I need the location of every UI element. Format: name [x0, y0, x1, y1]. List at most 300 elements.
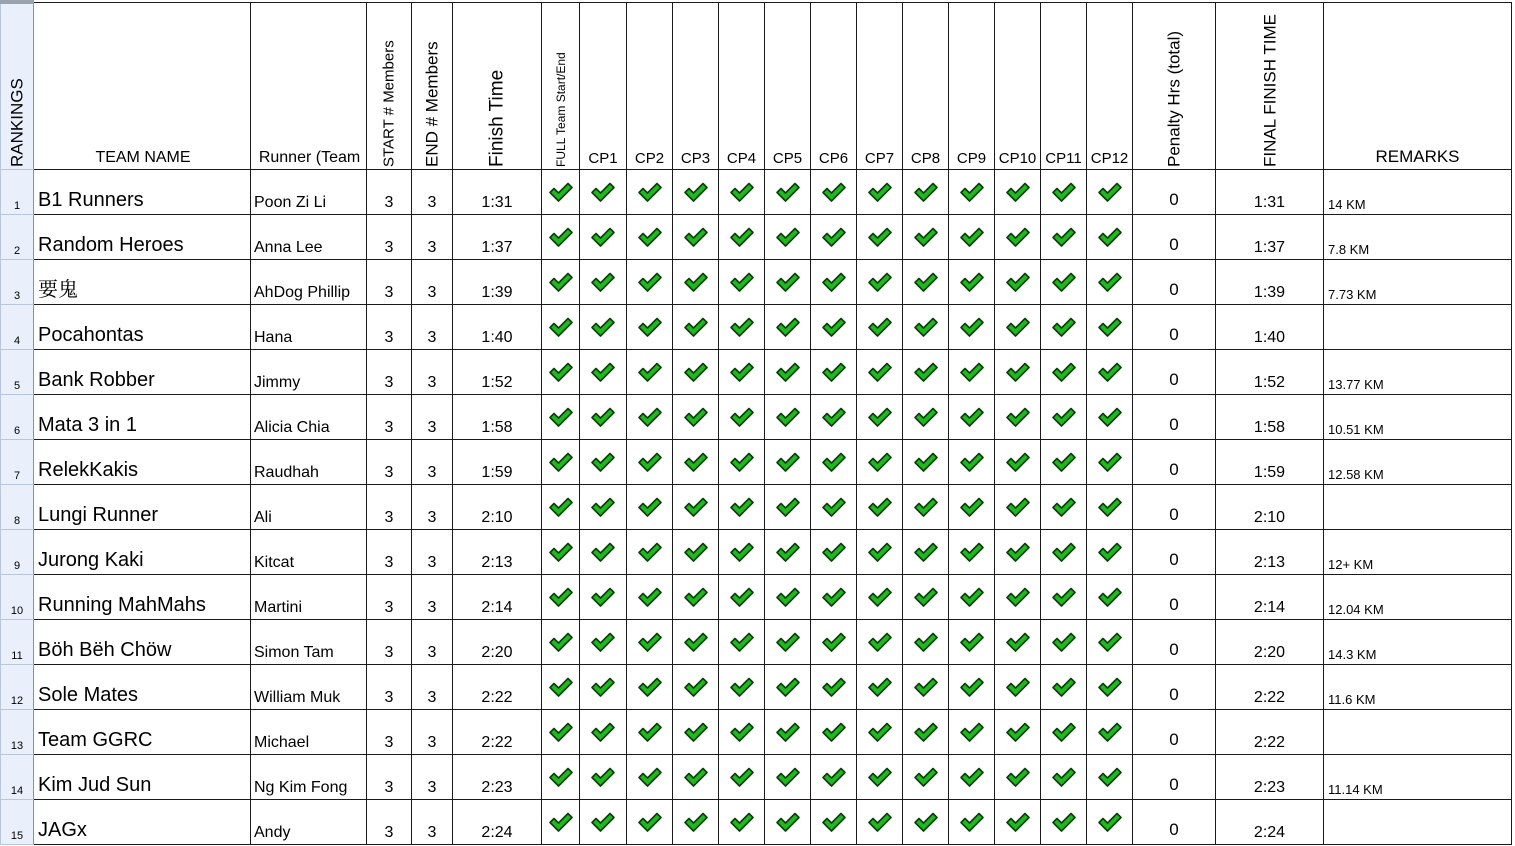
cp1-cell[interactable]: [580, 665, 627, 710]
rank-cell[interactable]: 5: [1, 350, 34, 395]
full-team-cell[interactable]: [542, 260, 580, 305]
penalty-cell[interactable]: 0: [1133, 620, 1216, 665]
start-members-cell[interactable]: 3: [367, 575, 412, 620]
finish-time-cell[interactable]: 1:39: [453, 260, 542, 305]
cp11-header[interactable]: CP11: [1041, 2, 1087, 170]
final-finish-cell[interactable]: 2:22: [1216, 665, 1324, 710]
cp8-cell[interactable]: [903, 215, 949, 260]
start-members-cell[interactable]: 3: [367, 170, 412, 215]
cp5-cell[interactable]: [765, 530, 811, 575]
cp3-header[interactable]: CP3: [673, 2, 719, 170]
cp3-cell[interactable]: [673, 305, 719, 350]
team-name-cell[interactable]: Random Heroes: [34, 215, 251, 260]
cp5-cell[interactable]: [765, 485, 811, 530]
start-members-cell[interactable]: 3: [367, 260, 412, 305]
cp12-cell[interactable]: [1087, 485, 1133, 530]
cp4-cell[interactable]: [719, 395, 765, 440]
cp10-cell[interactable]: [995, 485, 1041, 530]
final-finish-cell[interactable]: 2:22: [1216, 710, 1324, 755]
full-team-cell[interactable]: [542, 530, 580, 575]
team-name-cell[interactable]: Running MahMahs: [34, 575, 251, 620]
cp4-cell[interactable]: [719, 620, 765, 665]
finish-time-cell[interactable]: 2:22: [453, 665, 542, 710]
finish-time-cell[interactable]: 1:31: [453, 170, 542, 215]
finish-time-cell[interactable]: 2:14: [453, 575, 542, 620]
rank-cell[interactable]: 10: [1, 575, 34, 620]
cp7-cell[interactable]: [857, 800, 903, 845]
final-finish-cell[interactable]: 2:14: [1216, 575, 1324, 620]
cp10-cell[interactable]: [995, 665, 1041, 710]
finish-time-cell[interactable]: 2:23: [453, 755, 542, 800]
cp9-cell[interactable]: [949, 710, 995, 755]
team-name-cell[interactable]: Kim Jud Sun: [34, 755, 251, 800]
cp6-cell[interactable]: [811, 665, 857, 710]
cp11-cell[interactable]: [1041, 170, 1087, 215]
cp7-cell[interactable]: [857, 530, 903, 575]
cp5-cell[interactable]: [765, 395, 811, 440]
cp11-cell[interactable]: [1041, 440, 1087, 485]
remarks-cell[interactable]: [1324, 305, 1512, 350]
cp5-cell[interactable]: [765, 440, 811, 485]
cp8-cell[interactable]: [903, 800, 949, 845]
team-name-cell[interactable]: 要鬼: [34, 260, 251, 305]
cp11-cell[interactable]: [1041, 755, 1087, 800]
cp12-cell[interactable]: [1087, 260, 1133, 305]
cp5-cell[interactable]: [765, 215, 811, 260]
runner-cell[interactable]: Martini: [251, 575, 367, 620]
cp6-cell[interactable]: [811, 395, 857, 440]
full-team-cell[interactable]: [542, 710, 580, 755]
end-members-cell[interactable]: 3: [412, 350, 453, 395]
runner-cell[interactable]: Anna Lee: [251, 215, 367, 260]
full-team-cell[interactable]: [542, 575, 580, 620]
cp4-cell[interactable]: [719, 215, 765, 260]
cp11-cell[interactable]: [1041, 530, 1087, 575]
cp2-cell[interactable]: [627, 215, 673, 260]
cp4-cell[interactable]: [719, 170, 765, 215]
finish-time-cell[interactable]: 1:40: [453, 305, 542, 350]
start-members-cell[interactable]: 3: [367, 215, 412, 260]
team-name-cell[interactable]: Mata 3 in 1: [34, 395, 251, 440]
remarks-cell[interactable]: 14.3 KM: [1324, 620, 1512, 665]
team-name-cell[interactable]: Jurong Kaki: [34, 530, 251, 575]
cp3-cell[interactable]: [673, 800, 719, 845]
cp2-cell[interactable]: [627, 755, 673, 800]
cp6-cell[interactable]: [811, 440, 857, 485]
cp5-cell[interactable]: [765, 305, 811, 350]
cp7-cell[interactable]: [857, 620, 903, 665]
penalty-cell[interactable]: 0: [1133, 755, 1216, 800]
runner-header[interactable]: Runner (Team: [251, 2, 367, 170]
cp4-cell[interactable]: [719, 350, 765, 395]
start-members-cell[interactable]: 3: [367, 710, 412, 755]
cp2-cell[interactable]: [627, 260, 673, 305]
cp8-cell[interactable]: [903, 485, 949, 530]
penalty-cell[interactable]: 0: [1133, 710, 1216, 755]
start-members-cell[interactable]: 3: [367, 395, 412, 440]
cp12-cell[interactable]: [1087, 350, 1133, 395]
end-members-cell[interactable]: 3: [412, 395, 453, 440]
rank-cell[interactable]: 11: [1, 620, 34, 665]
final-finish-cell[interactable]: 1:40: [1216, 305, 1324, 350]
full-team-cell[interactable]: [542, 485, 580, 530]
cp1-header[interactable]: CP1: [580, 2, 627, 170]
cp3-cell[interactable]: [673, 260, 719, 305]
cp12-cell[interactable]: [1087, 170, 1133, 215]
cp1-cell[interactable]: [580, 755, 627, 800]
cp6-cell[interactable]: [811, 305, 857, 350]
cp9-cell[interactable]: [949, 530, 995, 575]
rank-cell[interactable]: 14: [1, 755, 34, 800]
cp11-cell[interactable]: [1041, 710, 1087, 755]
runner-cell[interactable]: Poon Zi Li: [251, 170, 367, 215]
finish-time-cell[interactable]: 2:13: [453, 530, 542, 575]
cp7-cell[interactable]: [857, 710, 903, 755]
cp3-cell[interactable]: [673, 170, 719, 215]
cp1-cell[interactable]: [580, 215, 627, 260]
cp3-cell[interactable]: [673, 530, 719, 575]
cp1-cell[interactable]: [580, 260, 627, 305]
finish-time-cell[interactable]: 2:10: [453, 485, 542, 530]
cp2-cell[interactable]: [627, 575, 673, 620]
end-members-cell[interactable]: 3: [412, 710, 453, 755]
cp12-cell[interactable]: [1087, 620, 1133, 665]
cp4-cell[interactable]: [719, 305, 765, 350]
end-members-cell[interactable]: 3: [412, 530, 453, 575]
rank-cell[interactable]: 1: [1, 170, 34, 215]
full-team-cell[interactable]: [542, 305, 580, 350]
cp2-cell[interactable]: [627, 665, 673, 710]
cp4-cell[interactable]: [719, 665, 765, 710]
cp3-cell[interactable]: [673, 440, 719, 485]
end-members-cell[interactable]: 3: [412, 215, 453, 260]
cp9-header[interactable]: CP9: [949, 2, 995, 170]
cp11-cell[interactable]: [1041, 800, 1087, 845]
cp8-cell[interactable]: [903, 260, 949, 305]
penalty-cell[interactable]: 0: [1133, 575, 1216, 620]
cp1-cell[interactable]: [580, 170, 627, 215]
cp1-cell[interactable]: [580, 305, 627, 350]
final-finish-cell[interactable]: 1:58: [1216, 395, 1324, 440]
cp8-cell[interactable]: [903, 710, 949, 755]
cp1-cell[interactable]: [580, 440, 627, 485]
cp7-cell[interactable]: [857, 215, 903, 260]
finish-time-cell[interactable]: 2:24: [453, 800, 542, 845]
end-members-header[interactable]: END # Members: [412, 2, 453, 170]
cp4-cell[interactable]: [719, 575, 765, 620]
cp1-cell[interactable]: [580, 800, 627, 845]
cp6-cell[interactable]: [811, 485, 857, 530]
start-members-cell[interactable]: 3: [367, 305, 412, 350]
cp9-cell[interactable]: [949, 485, 995, 530]
runner-cell[interactable]: Andy: [251, 800, 367, 845]
cp1-cell[interactable]: [580, 485, 627, 530]
cp1-cell[interactable]: [580, 620, 627, 665]
end-members-cell[interactable]: 3: [412, 665, 453, 710]
cp10-cell[interactable]: [995, 215, 1041, 260]
remarks-cell[interactable]: 13.77 KM: [1324, 350, 1512, 395]
full-team-cell[interactable]: [542, 755, 580, 800]
cp12-cell[interactable]: [1087, 305, 1133, 350]
rank-cell[interactable]: 7: [1, 440, 34, 485]
cp9-cell[interactable]: [949, 260, 995, 305]
full-team-cell[interactable]: [542, 665, 580, 710]
cp7-header[interactable]: CP7: [857, 2, 903, 170]
cp9-cell[interactable]: [949, 395, 995, 440]
final-finish-cell[interactable]: 2:10: [1216, 485, 1324, 530]
cp8-cell[interactable]: [903, 530, 949, 575]
end-members-cell[interactable]: 3: [412, 575, 453, 620]
cp2-cell[interactable]: [627, 440, 673, 485]
end-members-cell[interactable]: 3: [412, 755, 453, 800]
cp6-cell[interactable]: [811, 575, 857, 620]
remarks-cell[interactable]: 10.51 KM: [1324, 395, 1512, 440]
cp2-cell[interactable]: [627, 485, 673, 530]
runner-cell[interactable]: Ng Kim Fong: [251, 755, 367, 800]
cp1-cell[interactable]: [580, 575, 627, 620]
rank-cell[interactable]: 6: [1, 395, 34, 440]
cp2-cell[interactable]: [627, 710, 673, 755]
cp5-cell[interactable]: [765, 170, 811, 215]
cp12-cell[interactable]: [1087, 395, 1133, 440]
cp12-cell[interactable]: [1087, 665, 1133, 710]
cp5-cell[interactable]: [765, 665, 811, 710]
penalty-cell[interactable]: 0: [1133, 170, 1216, 215]
start-members-cell[interactable]: 3: [367, 530, 412, 575]
cp12-cell[interactable]: [1087, 710, 1133, 755]
rank-cell[interactable]: 12: [1, 665, 34, 710]
finish-time-cell[interactable]: 1:58: [453, 395, 542, 440]
cp7-cell[interactable]: [857, 575, 903, 620]
end-members-cell[interactable]: 3: [412, 620, 453, 665]
cp8-cell[interactable]: [903, 620, 949, 665]
penalty-cell[interactable]: 0: [1133, 440, 1216, 485]
cp9-cell[interactable]: [949, 170, 995, 215]
penalty-cell[interactable]: 0: [1133, 260, 1216, 305]
cp9-cell[interactable]: [949, 575, 995, 620]
rank-cell[interactable]: 2: [1, 215, 34, 260]
cp4-cell[interactable]: [719, 530, 765, 575]
cp2-cell[interactable]: [627, 305, 673, 350]
cp8-cell[interactable]: [903, 755, 949, 800]
cp8-cell[interactable]: [903, 170, 949, 215]
cp4-cell[interactable]: [719, 755, 765, 800]
runner-cell[interactable]: AhDog Phillip: [251, 260, 367, 305]
cp10-cell[interactable]: [995, 440, 1041, 485]
team-name-cell[interactable]: B1 Runners: [34, 170, 251, 215]
final-finish-cell[interactable]: 1:37: [1216, 215, 1324, 260]
cp7-cell[interactable]: [857, 170, 903, 215]
cp3-cell[interactable]: [673, 665, 719, 710]
penalty-cell[interactable]: 0: [1133, 350, 1216, 395]
start-members-header[interactable]: START # Members: [367, 2, 412, 170]
cp9-cell[interactable]: [949, 440, 995, 485]
cp5-cell[interactable]: [765, 575, 811, 620]
cp6-cell[interactable]: [811, 260, 857, 305]
penalty-cell[interactable]: 0: [1133, 485, 1216, 530]
rank-cell[interactable]: 13: [1, 710, 34, 755]
cp2-cell[interactable]: [627, 620, 673, 665]
runner-cell[interactable]: Michael: [251, 710, 367, 755]
cp2-header[interactable]: CP2: [627, 2, 673, 170]
end-members-cell[interactable]: 3: [412, 305, 453, 350]
cp10-cell[interactable]: [995, 530, 1041, 575]
full-team-cell[interactable]: [542, 395, 580, 440]
cp6-cell[interactable]: [811, 800, 857, 845]
team-name-cell[interactable]: JAGx: [34, 800, 251, 845]
remarks-cell[interactable]: 12.58 KM: [1324, 440, 1512, 485]
team-name-cell[interactable]: RelekKakis: [34, 440, 251, 485]
remarks-cell[interactable]: 7.73 KM: [1324, 260, 1512, 305]
end-members-cell[interactable]: 3: [412, 800, 453, 845]
remarks-cell[interactable]: 11.14 KM: [1324, 755, 1512, 800]
team-name-header[interactable]: TEAM NAME: [34, 2, 251, 170]
penalty-cell[interactable]: 0: [1133, 215, 1216, 260]
start-members-cell[interactable]: 3: [367, 350, 412, 395]
cp3-cell[interactable]: [673, 620, 719, 665]
cp11-cell[interactable]: [1041, 215, 1087, 260]
cp11-cell[interactable]: [1041, 485, 1087, 530]
cp9-cell[interactable]: [949, 305, 995, 350]
penalty-cell[interactable]: 0: [1133, 530, 1216, 575]
cp12-cell[interactable]: [1087, 575, 1133, 620]
cp4-cell[interactable]: [719, 800, 765, 845]
remarks-cell[interactable]: [1324, 485, 1512, 530]
cp10-cell[interactable]: [995, 710, 1041, 755]
start-members-cell[interactable]: 3: [367, 620, 412, 665]
penalty-cell[interactable]: 0: [1133, 800, 1216, 845]
finish-time-cell[interactable]: 2:20: [453, 620, 542, 665]
cp1-cell[interactable]: [580, 395, 627, 440]
cp3-cell[interactable]: [673, 755, 719, 800]
cp11-cell[interactable]: [1041, 575, 1087, 620]
cp3-cell[interactable]: [673, 215, 719, 260]
cp10-cell[interactable]: [995, 755, 1041, 800]
cp10-cell[interactable]: [995, 350, 1041, 395]
cp6-cell[interactable]: [811, 710, 857, 755]
cp8-cell[interactable]: [903, 440, 949, 485]
cp8-cell[interactable]: [903, 665, 949, 710]
cp9-cell[interactable]: [949, 665, 995, 710]
cp7-cell[interactable]: [857, 440, 903, 485]
full-team-cell[interactable]: [542, 800, 580, 845]
cp12-header[interactable]: CP12: [1087, 2, 1133, 170]
start-members-cell[interactable]: 3: [367, 665, 412, 710]
cp11-cell[interactable]: [1041, 260, 1087, 305]
finish-time-cell[interactable]: 1:59: [453, 440, 542, 485]
cp9-cell[interactable]: [949, 215, 995, 260]
remarks-cell[interactable]: 11.6 KM: [1324, 665, 1512, 710]
cp8-cell[interactable]: [903, 575, 949, 620]
cp3-cell[interactable]: [673, 710, 719, 755]
rank-cell[interactable]: 15: [1, 800, 34, 845]
final-finish-cell[interactable]: 1:59: [1216, 440, 1324, 485]
cp12-cell[interactable]: [1087, 800, 1133, 845]
final-finish-cell[interactable]: 1:39: [1216, 260, 1324, 305]
cp5-cell[interactable]: [765, 350, 811, 395]
cp5-cell[interactable]: [765, 710, 811, 755]
cp5-cell[interactable]: [765, 755, 811, 800]
cp8-header[interactable]: CP8: [903, 2, 949, 170]
start-members-cell[interactable]: 3: [367, 485, 412, 530]
start-members-cell[interactable]: 3: [367, 440, 412, 485]
full-team-cell[interactable]: [542, 440, 580, 485]
cp10-cell[interactable]: [995, 575, 1041, 620]
cp6-cell[interactable]: [811, 530, 857, 575]
cp7-cell[interactable]: [857, 260, 903, 305]
cp5-header[interactable]: CP5: [765, 2, 811, 170]
cp3-cell[interactable]: [673, 350, 719, 395]
final-finish-header[interactable]: FINAL FINISH TIME: [1216, 2, 1324, 170]
cp9-cell[interactable]: [949, 350, 995, 395]
runner-cell[interactable]: Alicia Chia: [251, 395, 367, 440]
full-team-cell[interactable]: [542, 170, 580, 215]
remarks-header[interactable]: REMARKS: [1324, 2, 1512, 170]
finish-time-cell[interactable]: 2:22: [453, 710, 542, 755]
cp5-cell[interactable]: [765, 620, 811, 665]
runner-cell[interactable]: Ali: [251, 485, 367, 530]
cp10-cell[interactable]: [995, 800, 1041, 845]
cp8-cell[interactable]: [903, 305, 949, 350]
remarks-cell[interactable]: 12+ KM: [1324, 530, 1512, 575]
cp10-cell[interactable]: [995, 620, 1041, 665]
cp8-cell[interactable]: [903, 395, 949, 440]
cp4-cell[interactable]: [719, 710, 765, 755]
cp10-cell[interactable]: [995, 305, 1041, 350]
cp6-cell[interactable]: [811, 755, 857, 800]
cp3-cell[interactable]: [673, 395, 719, 440]
start-members-cell[interactable]: 3: [367, 800, 412, 845]
finish-time-cell[interactable]: 1:37: [453, 215, 542, 260]
rankings-header[interactable]: RANKINGS: [1, 2, 34, 170]
runner-cell[interactable]: Jimmy: [251, 350, 367, 395]
cp2-cell[interactable]: [627, 530, 673, 575]
cp6-cell[interactable]: [811, 215, 857, 260]
penalty-header[interactable]: Penalty Hrs (total): [1133, 2, 1216, 170]
penalty-cell[interactable]: 0: [1133, 305, 1216, 350]
cp10-cell[interactable]: [995, 170, 1041, 215]
cp7-cell[interactable]: [857, 485, 903, 530]
cp4-cell[interactable]: [719, 440, 765, 485]
remarks-cell[interactable]: [1324, 800, 1512, 845]
cp10-cell[interactable]: [995, 260, 1041, 305]
cp6-cell[interactable]: [811, 350, 857, 395]
cp9-cell[interactable]: [949, 800, 995, 845]
end-members-cell[interactable]: 3: [412, 170, 453, 215]
cp7-cell[interactable]: [857, 350, 903, 395]
finish-time-cell[interactable]: 1:52: [453, 350, 542, 395]
cp10-header[interactable]: CP10: [995, 2, 1041, 170]
cp4-header[interactable]: CP4: [719, 2, 765, 170]
cp12-cell[interactable]: [1087, 215, 1133, 260]
final-finish-cell[interactable]: 2:24: [1216, 800, 1324, 845]
final-finish-cell[interactable]: 2:23: [1216, 755, 1324, 800]
runner-cell[interactable]: Simon Tam: [251, 620, 367, 665]
cp11-cell[interactable]: [1041, 620, 1087, 665]
penalty-cell[interactable]: 0: [1133, 395, 1216, 440]
cp2-cell[interactable]: [627, 800, 673, 845]
cp7-cell[interactable]: [857, 755, 903, 800]
cp11-cell[interactable]: [1041, 665, 1087, 710]
final-finish-cell[interactable]: 2:13: [1216, 530, 1324, 575]
cp3-cell[interactable]: [673, 575, 719, 620]
cp12-cell[interactable]: [1087, 530, 1133, 575]
cp12-cell[interactable]: [1087, 755, 1133, 800]
full-team-cell[interactable]: [542, 350, 580, 395]
team-name-cell[interactable]: Team GGRC: [34, 710, 251, 755]
penalty-cell[interactable]: 0: [1133, 665, 1216, 710]
cp7-cell[interactable]: [857, 665, 903, 710]
